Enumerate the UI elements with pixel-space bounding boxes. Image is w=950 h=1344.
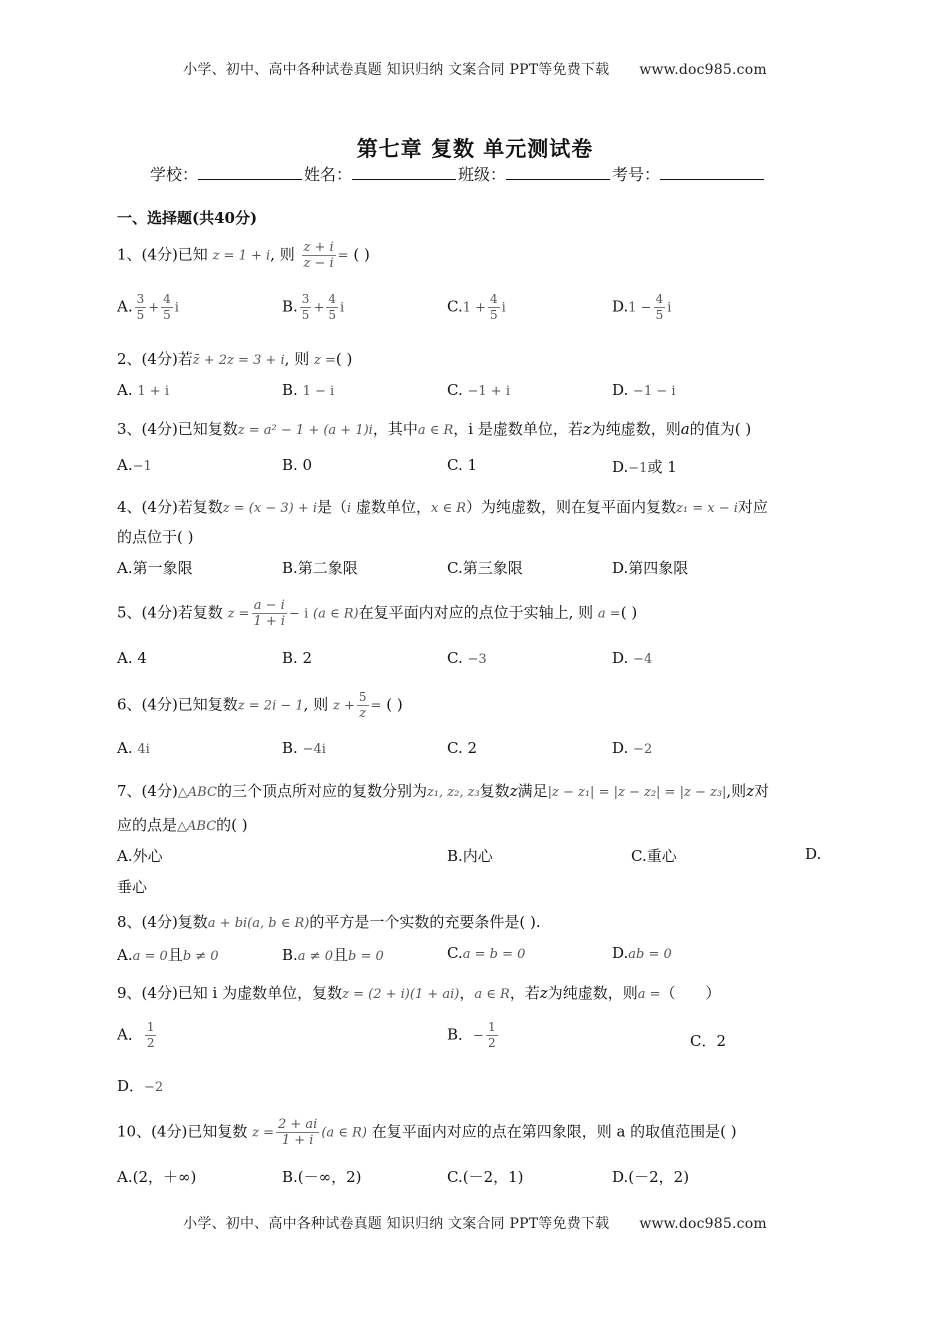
q5-option-d[interactable]: D. −4: [612, 649, 653, 667]
class-field[interactable]: [506, 165, 610, 180]
q10-option-d[interactable]: D.(－2，2): [612, 1168, 690, 1186]
question-8: 8、(4分)复数a + bi(a, b ∈ R)的平方是一个实数的充要条件是( ).: [117, 913, 541, 931]
school-field[interactable]: [198, 165, 302, 180]
question-9: 9、(4分)已知 i 为虚数单位，复数z = (2 + i)(1 + ai)，a ∈ R，若z为纯虚数，则a =（ ）: [117, 984, 721, 1002]
q9-option-d[interactable]: D．−2: [117, 1077, 164, 1095]
q7-option-d-text[interactable]: 垂心: [117, 878, 148, 896]
q4-option-c[interactable]: C.第三象限: [447, 559, 523, 577]
question-7-line2: 应的点是△ABC的( ): [117, 816, 248, 834]
question-10: 10、(4分)已知复数 z = $\frac{2 + ai}{1 + i}$ (a ∈ R) 在复平面内对应的点在第四象限，则 a 的取值范围是( ): [117, 1117, 737, 1148]
question-4-line2: 的点位于( ): [117, 528, 194, 546]
ad-text: 小学、初中、高中各种试卷真题 知识归纳 文案合同 PPT等免费下载: [183, 1216, 610, 1232]
ad-site-link[interactable]: www.doc985.com: [639, 62, 767, 78]
q1-end: ( ): [353, 245, 370, 264]
q1-option-a[interactable]: A. $\frac{3}{5}$ + $\frac{4}{5}$ i: [117, 292, 179, 322]
q5-option-a[interactable]: A. 4: [117, 649, 147, 667]
page-title: 第七章 复数 单元测试卷: [356, 136, 594, 161]
q5-option-b[interactable]: B. 2: [282, 649, 313, 667]
section-heading: 一、选择题(共40分): [117, 209, 258, 227]
question-4: 4、(4分)若复数z = (x − 3) + i是（i 虚数单位，x ∈ R）为纯虚数，则在复平面内复数z₁ = x − i对应: [117, 498, 768, 516]
q3-option-b[interactable]: B. 0: [282, 456, 313, 474]
ad-text: 小学、初中、高中各种试卷真题 知识归纳 文案合同 PPT等免费下载: [183, 62, 610, 78]
number-field[interactable]: [660, 165, 764, 180]
question-3: 3、(4分)已知复数z = a² − 1 + (a + 1)i，其中a ∈ R，i 是虚数单位，若z为纯虚数，则a的值为( ): [117, 420, 752, 438]
question-1: [117, 240, 370, 271]
name-label: 姓名：: [304, 165, 353, 184]
name-field[interactable]: [352, 165, 456, 180]
header-ad: [0, 59, 950, 79]
question-6: 6、(4分)已知复数z = 2i − 1, 则 z + $\frac{5}{z}$ = ( ): [117, 690, 403, 721]
q1-option-c[interactable]: C.1 + $\frac{4}{5}$ i: [447, 292, 506, 322]
footer-ad: [0, 1213, 950, 1233]
question-7: 7、(4分)△ABC的三个顶点所对应的复数分别为z₁, z₂, z₃复数z满足|z − z₁| = |z − z₂| = |z − z₃|,则z对: [117, 782, 770, 800]
q9-option-a[interactable]: A． $\frac{1}{2}$: [117, 1020, 155, 1050]
q2-option-a[interactable]: A. 1 + i: [117, 381, 169, 399]
q6-option-c[interactable]: C. 2: [447, 739, 478, 757]
q8-option-b[interactable]: B.a ≠ 0且b = 0: [282, 946, 384, 964]
q3-option-c[interactable]: C. 1: [447, 456, 478, 474]
number-label: 考号：: [612, 165, 661, 184]
q1-option-d[interactable]: D.1 − $\frac{4}{5}$ i: [612, 292, 672, 322]
q8-option-a[interactable]: A.a = 0且b ≠ 0: [117, 946, 219, 964]
q6-option-d[interactable]: D. −2: [612, 739, 653, 757]
q7-option-a[interactable]: A.外心: [117, 847, 163, 865]
question-2: 2、(4分)若z̄ + 2z = 3 + i, 则 z =( ): [117, 350, 353, 368]
q1-expr: z = 1 + i: [212, 248, 271, 264]
student-info-row: [150, 162, 766, 185]
q6-option-b[interactable]: B. −4i: [282, 739, 326, 757]
q8-option-c[interactable]: C.a = b = 0: [447, 944, 526, 962]
q9-option-c[interactable]: C．2: [690, 1032, 727, 1050]
class-label: 班级：: [458, 165, 507, 184]
q2-option-b[interactable]: B. 1 − i: [282, 381, 335, 399]
q1-option-b[interactable]: B. $\frac{3}{5}$ + $\frac{4}{5}$ i: [282, 292, 345, 322]
q9-option-b[interactable]: B．− $\frac{1}{2}$: [447, 1020, 496, 1050]
q4-option-a[interactable]: A.第一象限: [117, 559, 193, 577]
q7-option-d[interactable]: D.: [805, 845, 822, 863]
ad-site-link[interactable]: www.doc985.com: [639, 1216, 767, 1232]
q8-option-d[interactable]: D.ab = 0: [612, 944, 672, 962]
q1-label: 1、(4分)已知: [117, 245, 208, 264]
q1-frac: $\frac{z + i}{z - i}$: [303, 240, 334, 271]
q10-option-c[interactable]: C.(－2，1): [447, 1168, 524, 1186]
q2-option-c[interactable]: C. −1 + i: [447, 381, 510, 399]
q4-option-d[interactable]: D.第四象限: [612, 559, 689, 577]
q7-option-b[interactable]: B.内心: [447, 847, 493, 865]
q4-option-b[interactable]: B.第二象限: [282, 559, 358, 577]
q6-option-a[interactable]: A. 4i: [117, 739, 150, 757]
q5-option-c[interactable]: C. −3: [447, 649, 487, 667]
q7-option-c[interactable]: C.重心: [631, 847, 677, 865]
q10-option-b[interactable]: B.(－∞，2): [282, 1168, 362, 1186]
q10-option-a[interactable]: A.(2，＋∞): [117, 1168, 197, 1186]
q2-option-d[interactable]: D. −1 − i: [612, 381, 676, 399]
question-5: 5、(4分)若复数 z = $\frac{a - i}{1 + i}$ − i (a ∈ R)在复平面内对应的点位于实轴上, 则 a =( ): [117, 598, 638, 629]
q3-option-d[interactable]: D.−1或 1: [612, 458, 677, 476]
q3-option-a[interactable]: A.−1: [117, 456, 152, 474]
q1-mid: , 则: [270, 245, 295, 264]
q1-eq: =: [337, 248, 349, 264]
school-label: 学校：: [150, 165, 199, 184]
